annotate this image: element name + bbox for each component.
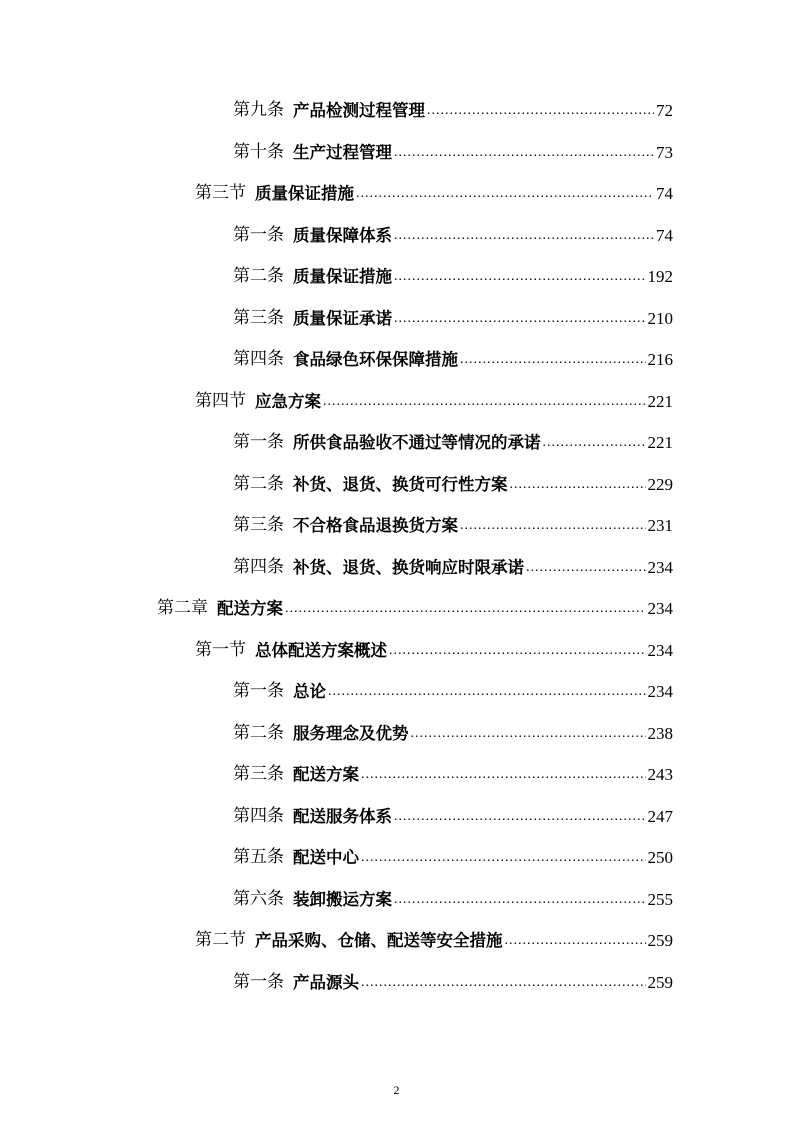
toc-leader-dots (526, 547, 646, 589)
toc-leader-dots (361, 837, 646, 879)
toc-entry[interactable] (0, 588, 793, 630)
toc-entry[interactable] (0, 505, 793, 547)
toc-entry-title: 总体配送方案概述 (255, 640, 387, 660)
toc-leader-dots (460, 505, 646, 547)
page-number: 2 (393, 1083, 400, 1097)
toc-entry-title: 产品源头 (293, 972, 359, 992)
toc-entry-number: 第五条 (233, 847, 284, 867)
toc-entry-page: 238 (647, 723, 673, 743)
toc-leader-dots (394, 879, 646, 921)
toc-entry-number: 第二条 (233, 266, 284, 286)
toc-entry-page: 259 (647, 931, 673, 950)
toc-entry-page: 234 (647, 640, 673, 660)
toc-entry-number: 第二条 (233, 722, 284, 743)
toc-entry-title: 补货、退货、换货可行性方案 (293, 474, 508, 494)
toc-entry-page: 255 (647, 889, 673, 909)
toc-entry-number: 第一条 (233, 681, 284, 701)
toc-leader-dots (361, 962, 646, 1004)
toc-entry-page: 243 (647, 765, 673, 784)
toc-leader-dots (411, 713, 646, 755)
toc-entry-number: 第九条 (233, 100, 284, 120)
toc-entry[interactable] (0, 713, 793, 755)
toc-entry-page: 234 (647, 557, 673, 577)
toc-leader-dots (394, 215, 654, 257)
toc-entry-number: 第四节 (195, 390, 246, 411)
toc-entry-title: 配送中心 (293, 848, 359, 867)
toc-entry-title: 装卸搬运方案 (293, 889, 392, 909)
toc-entry[interactable] (0, 962, 793, 1004)
toc-entry-number: 第三节 (195, 183, 246, 203)
toc-entry-number: 第三条 (233, 764, 284, 784)
toc-entry[interactable] (0, 215, 793, 257)
toc-entry[interactable] (0, 754, 793, 796)
toc-entry-title: 总论 (293, 682, 326, 701)
toc-entry[interactable] (0, 339, 793, 381)
toc-entry-page: 259 (647, 972, 673, 992)
toc-entry-title: 质量保障体系 (293, 225, 392, 245)
toc-entry-number: 第四条 (233, 349, 284, 369)
toc-entry-number: 第六条 (233, 888, 284, 909)
toc-entry-title: 不合格食品退换货方案 (293, 516, 458, 535)
toc-entry-number: 第二条 (233, 473, 284, 494)
toc-leader-dots (361, 754, 646, 796)
toc-entry[interactable] (0, 256, 793, 298)
toc-entry-page: 192 (647, 267, 673, 286)
toc-entry-page: 234 (647, 599, 673, 618)
toc-entry-title: 应急方案 (255, 391, 321, 411)
toc-leader-dots (543, 422, 646, 464)
toc-entry-page: 234 (647, 682, 673, 701)
toc-entry[interactable] (0, 796, 793, 838)
toc-entry-page: 74 (656, 225, 673, 245)
toc-entry-title: 配送服务体系 (293, 806, 392, 826)
toc-entry-title: 产品采购、仓储、配送等安全措施 (255, 931, 503, 950)
toc-entry-page: 210 (647, 308, 673, 328)
toc-leader-dots (427, 90, 654, 132)
toc-entry[interactable] (0, 464, 793, 506)
toc-leader-dots (328, 671, 646, 713)
toc-entry-page: 72 (656, 101, 673, 120)
toc-entry-number: 第一条 (233, 971, 284, 992)
toc-entry[interactable] (0, 173, 793, 215)
toc-leader-dots (389, 630, 646, 672)
toc-entry[interactable] (0, 381, 793, 423)
toc-entry-number: 第一条 (233, 432, 284, 452)
toc-entry[interactable] (0, 422, 793, 464)
toc-entry-title: 产品检测过程管理 (293, 101, 425, 120)
toc-leader-dots (323, 381, 646, 423)
toc-entry[interactable] (0, 298, 793, 340)
toc-leader-dots (356, 173, 654, 215)
toc-entry-title: 配送方案 (217, 599, 283, 618)
toc-entry-title: 食品绿色环保保障措施 (293, 350, 458, 369)
toc-leader-dots (285, 588, 646, 630)
toc-leader-dots (510, 464, 646, 506)
toc-entry-page: 73 (656, 142, 673, 162)
toc-leader-dots (394, 132, 654, 174)
toc-entry-number: 第十条 (233, 141, 284, 162)
toc-entry[interactable] (0, 90, 793, 132)
toc-leader-dots (505, 920, 646, 962)
toc-entry-title: 质量保证承诺 (293, 308, 392, 328)
toc-entry-page: 229 (647, 474, 673, 494)
toc-entry-number: 第一节 (195, 639, 246, 660)
toc-leader-dots (394, 796, 646, 838)
toc-entry-number: 第二章 (157, 598, 208, 618)
toc-entry-number: 第一条 (233, 224, 284, 245)
toc-leader-dots (460, 339, 646, 381)
toc-entry-number: 第四条 (233, 556, 284, 577)
toc-entry-page: 74 (656, 184, 673, 203)
toc-entry[interactable] (0, 837, 793, 879)
toc-entry-title: 生产过程管理 (293, 142, 392, 162)
table-of-contents (0, 90, 793, 1003)
toc-entry[interactable] (0, 671, 793, 713)
toc-entry-page: 247 (647, 806, 673, 826)
toc-leader-dots (394, 256, 646, 298)
toc-entry[interactable] (0, 879, 793, 921)
toc-entry[interactable] (0, 547, 793, 589)
toc-entry-title: 质量保证措施 (255, 184, 354, 203)
toc-entry-page: 250 (647, 848, 673, 867)
toc-entry-number: 第三条 (233, 515, 284, 535)
toc-entry[interactable] (0, 132, 793, 174)
toc-entry-number: 第四条 (233, 805, 284, 826)
toc-entry-title: 质量保证措施 (293, 267, 392, 286)
toc-entry-page: 221 (647, 433, 673, 452)
toc-entry-page: 221 (647, 391, 673, 411)
toc-entry[interactable] (0, 920, 793, 962)
toc-entry-title: 服务理念及优势 (293, 723, 409, 743)
toc-entry[interactable] (0, 630, 793, 672)
toc-entry-title: 所供食品验收不通过等情况的承诺 (293, 433, 541, 452)
toc-leader-dots (394, 298, 646, 340)
toc-entry-page: 231 (647, 516, 673, 535)
toc-entry-number: 第二节 (195, 930, 246, 950)
toc-entry-page: 216 (647, 350, 673, 369)
toc-entry-title: 配送方案 (293, 765, 359, 784)
toc-entry-title: 补货、退货、换货响应时限承诺 (293, 557, 524, 577)
toc-entry-number: 第三条 (233, 307, 284, 328)
